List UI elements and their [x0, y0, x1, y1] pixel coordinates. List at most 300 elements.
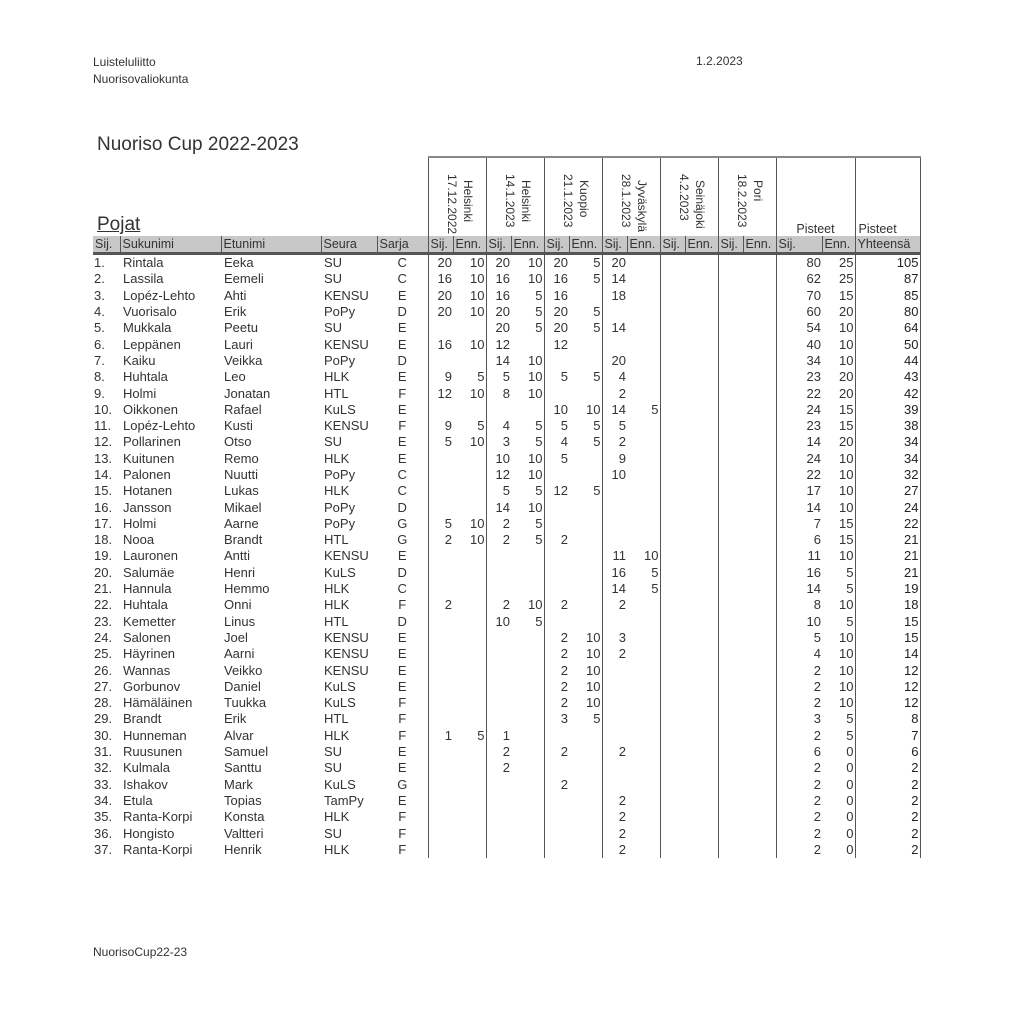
table-cell	[685, 711, 718, 727]
table-cell: 2.	[94, 271, 105, 287]
table-cell: 2	[776, 777, 822, 793]
table-cell	[718, 385, 743, 401]
table-row	[93, 565, 920, 581]
table-cell	[544, 516, 569, 532]
table-cell	[569, 825, 602, 841]
table-cell: Pollarinen	[123, 434, 181, 450]
table-cell	[453, 451, 486, 467]
table-cell	[511, 728, 544, 744]
table-cell: 5	[535, 304, 543, 320]
table-cell: 5	[651, 564, 659, 580]
table-cell: 5.	[94, 320, 105, 336]
table-cell: SU	[324, 255, 343, 271]
table-row	[93, 662, 920, 678]
table-cell	[428, 353, 453, 369]
table-cell: 16	[544, 288, 569, 304]
table-cell	[685, 662, 718, 678]
table-cell: Lopéz-Lehto	[123, 418, 196, 434]
table-cell	[569, 842, 602, 858]
table-cell: 20	[839, 369, 854, 385]
table-cell: D	[397, 352, 407, 368]
table-cell: 11.	[94, 418, 112, 434]
table-cell	[685, 451, 718, 467]
table-cell: 10	[586, 662, 601, 678]
table-cell	[660, 630, 685, 646]
table-cell	[743, 320, 776, 336]
table-cell	[453, 646, 486, 662]
table-cell: 18	[855, 597, 920, 613]
table-cell: F	[398, 695, 407, 711]
table-cell: 7.	[94, 352, 105, 368]
table-cell: D	[397, 613, 407, 629]
table-cell	[660, 842, 685, 858]
table-cell: Antti	[224, 548, 251, 564]
table-cell	[569, 565, 602, 581]
table-cell: 5	[593, 304, 601, 320]
table-cell	[544, 809, 569, 825]
table-cell: 5	[593, 255, 601, 271]
table-cell: 2	[486, 760, 511, 776]
table-cell: 5	[544, 418, 569, 434]
table-cell: 5	[486, 369, 511, 385]
table-cell	[627, 336, 660, 352]
table-cell	[453, 548, 486, 564]
table-cell: KuLS	[324, 564, 356, 580]
table-cell	[627, 271, 660, 287]
table-cell	[569, 288, 602, 304]
table-cell	[428, 614, 453, 630]
table-cell	[718, 630, 743, 646]
table-cell: 14	[486, 499, 511, 515]
table-cell: 5	[593, 711, 601, 727]
table-cell	[544, 842, 569, 858]
table-cell: 22	[776, 385, 822, 401]
column-header: Sij.	[718, 236, 743, 254]
table-cell: Otso	[224, 434, 252, 450]
table-cell	[511, 662, 544, 678]
table-row	[93, 369, 920, 385]
table-cell: 10	[586, 695, 601, 711]
competition-place: Helsinki	[460, 180, 475, 223]
table-cell	[511, 711, 544, 727]
table-cell: 10	[839, 695, 854, 711]
table-cell	[453, 614, 486, 630]
table-cell	[685, 402, 718, 418]
table-cell: 5	[477, 418, 485, 434]
table-cell: 2	[544, 662, 569, 678]
table-cell	[660, 777, 685, 793]
table-cell: 20	[428, 254, 453, 272]
table-cell	[511, 548, 544, 564]
table-cell: G	[397, 776, 408, 792]
table-cell: KENSU	[324, 646, 369, 662]
table-cell: 5	[651, 401, 659, 417]
table-cell: 12.	[94, 434, 113, 450]
table-cell	[627, 809, 660, 825]
competition-date: 14.1.2023	[502, 174, 517, 228]
table-cell	[486, 777, 511, 793]
table-cell: 17.	[94, 515, 113, 531]
column-header: Enn.	[627, 236, 660, 254]
table-cell: C	[397, 483, 407, 499]
table-cell	[718, 548, 743, 564]
table-row	[93, 630, 920, 646]
table-cell: KuLS	[324, 695, 356, 711]
table-cell: Kuitunen	[123, 450, 175, 466]
table-cell	[660, 728, 685, 744]
table-cell: Leo	[224, 369, 246, 385]
table-cell: Aarne	[224, 515, 259, 531]
table-cell: 29.	[94, 711, 113, 727]
table-cell	[544, 385, 569, 401]
table-cell	[743, 565, 776, 581]
table-cell: F	[398, 418, 407, 434]
table-cell	[627, 467, 660, 483]
table-cell: 4	[602, 369, 627, 385]
table-cell	[486, 809, 511, 825]
table-cell: 14	[602, 271, 627, 287]
footer-text: NuorisoCup22-23	[93, 945, 188, 959]
table-cell	[453, 320, 486, 336]
table-cell	[718, 271, 743, 287]
table-cell: 22	[855, 516, 920, 532]
table-cell: 34.	[94, 792, 113, 808]
column-header: Sij.	[93, 236, 120, 254]
table-cell: Samuel	[224, 744, 269, 760]
table-cell: 5	[535, 418, 543, 434]
table-cell: Henrik	[224, 841, 262, 857]
table-cell	[685, 809, 718, 825]
table-cell: HTL	[324, 385, 349, 401]
table-cell	[486, 662, 511, 678]
table-cell: 10	[839, 320, 854, 336]
table-cell: 14	[602, 320, 627, 336]
table-cell: 14	[776, 434, 822, 450]
table-cell: SU	[324, 825, 343, 841]
table-cell	[660, 614, 685, 630]
table-cell: 44	[855, 353, 920, 369]
table-cell: 12	[428, 385, 453, 401]
table-cell	[569, 499, 602, 515]
table-cell	[718, 825, 743, 841]
table-cell	[428, 402, 453, 418]
column-header: Enn.	[822, 236, 855, 254]
table-cell	[685, 288, 718, 304]
table-cell	[743, 483, 776, 499]
table-cell	[660, 532, 685, 548]
table-cell: E	[397, 434, 407, 450]
table-cell: 34	[776, 353, 822, 369]
table-cell: 10	[486, 614, 511, 630]
table-cell: Kemetter	[123, 613, 176, 629]
table-cell: 0	[846, 776, 854, 792]
table-cell: 30.	[94, 727, 113, 743]
table-cell: 22	[776, 467, 822, 483]
table-cell: HTL	[324, 532, 349, 548]
table-row	[93, 304, 920, 320]
table-cell: HTL	[324, 711, 349, 727]
table-cell	[627, 777, 660, 793]
table-cell: 5	[535, 515, 543, 531]
table-cell	[511, 793, 544, 809]
table-cell: 10	[839, 678, 854, 694]
table-cell: 10	[470, 271, 485, 287]
table-cell: 4.	[94, 304, 105, 320]
table-cell	[486, 565, 511, 581]
table-cell	[428, 679, 453, 695]
competition-date: 17.12.2022	[444, 174, 459, 235]
org-name: Luisteluliitto	[93, 55, 156, 69]
table-cell: PoPy	[324, 352, 356, 368]
competition-place: Pori	[750, 180, 765, 202]
table-cell	[718, 434, 743, 450]
table-cell	[660, 467, 685, 483]
table-cell: 11	[602, 548, 627, 564]
table-cell	[511, 402, 544, 418]
competition-header	[544, 157, 602, 236]
organization	[93, 54, 188, 88]
pisteet-total-header: Pisteet	[855, 157, 920, 236]
table-cell: Hämäläinen	[123, 695, 193, 711]
table-cell	[627, 614, 660, 630]
table-row	[93, 320, 920, 336]
table-cell: Rintala	[123, 255, 164, 271]
table-cell	[743, 451, 776, 467]
table-cell	[544, 467, 569, 483]
table-cell: Ahti	[224, 287, 247, 303]
table-cell	[627, 744, 660, 760]
table-cell: 20	[486, 320, 511, 336]
table-cell: 5	[535, 532, 543, 548]
table-cell	[569, 353, 602, 369]
table-cell	[486, 679, 511, 695]
table-cell	[428, 483, 453, 499]
table-cell: Huhtala	[123, 369, 168, 385]
table-cell	[627, 516, 660, 532]
table-cell	[685, 695, 718, 711]
table-cell: 12	[486, 336, 511, 352]
table-row	[93, 581, 920, 597]
table-cell	[743, 385, 776, 401]
table-cell	[569, 728, 602, 744]
table-cell: 10	[839, 450, 854, 466]
table-cell: 20	[428, 288, 453, 304]
table-cell: 16	[486, 271, 511, 287]
table-cell: 27	[855, 483, 920, 499]
competition-label	[720, 158, 775, 236]
table-cell: 2	[602, 385, 627, 401]
table-cell: 2	[855, 825, 920, 841]
table-cell	[627, 842, 660, 858]
pisteet-header: Pisteet	[776, 157, 855, 236]
table-cell: 20	[544, 320, 569, 336]
table-cell	[511, 809, 544, 825]
table-cell	[743, 630, 776, 646]
table-cell	[569, 760, 602, 776]
table-cell: 2	[602, 825, 627, 841]
table-row	[93, 483, 920, 499]
table-cell	[428, 467, 453, 483]
table-cell: Kulmala	[123, 760, 170, 776]
table-cell: 5	[593, 434, 601, 450]
table-cell	[743, 336, 776, 352]
table-cell: 14	[855, 646, 920, 662]
column-header: Enn.	[511, 236, 544, 254]
table-row	[93, 711, 920, 727]
table-cell	[486, 548, 511, 564]
table-cell: Kusti	[224, 418, 253, 434]
table-cell	[428, 825, 453, 841]
table-cell: 21	[855, 532, 920, 548]
table-cell	[660, 825, 685, 841]
table-cell	[660, 711, 685, 727]
table-cell	[428, 695, 453, 711]
table-cell	[627, 760, 660, 776]
table-cell	[453, 565, 486, 581]
table-cell: HTL	[324, 613, 349, 629]
table-cell	[428, 581, 453, 597]
table-cell: 16.	[94, 499, 113, 515]
table-cell: 2	[855, 842, 920, 858]
competition-header	[660, 157, 718, 236]
table-cell: 14	[776, 499, 822, 515]
table-cell: 5	[428, 434, 453, 450]
table-row	[93, 825, 920, 841]
table-cell	[743, 679, 776, 695]
table-cell: 2	[602, 744, 627, 760]
table-cell	[453, 777, 486, 793]
table-cell: 10	[470, 385, 485, 401]
table-cell	[544, 825, 569, 841]
table-cell	[685, 516, 718, 532]
table-cell: 16	[776, 565, 822, 581]
table-cell: 0	[846, 825, 854, 841]
table-cell	[718, 451, 743, 467]
table-cell: Erik	[224, 711, 247, 727]
table-cell	[602, 711, 627, 727]
competition-header	[428, 157, 486, 236]
table-cell: KENSU	[324, 662, 369, 678]
table-cell	[718, 728, 743, 744]
table-cell	[428, 809, 453, 825]
table-cell: 15	[855, 630, 920, 646]
table-cell: 21.	[94, 581, 113, 597]
table-cell: 10	[586, 646, 601, 662]
table-cell: 2	[602, 842, 627, 858]
table-cell: E	[397, 287, 407, 303]
table-row	[93, 385, 920, 401]
table-cell: 10	[470, 434, 485, 450]
table-cell: KuLS	[324, 678, 356, 694]
table-cell: Eemeli	[224, 271, 264, 287]
table-cell: 8	[776, 597, 822, 613]
table-cell: Huhtala	[123, 597, 168, 613]
table-cell: C	[397, 255, 407, 271]
table-cell	[428, 793, 453, 809]
table-row	[93, 809, 920, 825]
table-cell: 85	[855, 288, 920, 304]
table-cell: 20	[544, 304, 569, 320]
table-cell	[685, 646, 718, 662]
table-cell	[486, 402, 511, 418]
table-cell	[685, 825, 718, 841]
table-cell	[627, 254, 660, 272]
table-cell	[602, 614, 627, 630]
table-cell	[718, 581, 743, 597]
org-committee: Nuorisovaliokunta	[93, 72, 189, 86]
table-cell	[718, 369, 743, 385]
table-cell	[660, 809, 685, 825]
competition-header	[486, 157, 544, 236]
table-cell: Valtteri	[224, 825, 264, 841]
table-cell: 10	[486, 451, 511, 467]
table-cell	[660, 353, 685, 369]
table-cell: 9	[602, 451, 627, 467]
table-cell: 5	[535, 613, 543, 629]
table-cell: 12	[544, 336, 569, 352]
table-cell	[743, 646, 776, 662]
table-cell: SU	[324, 271, 343, 287]
table-cell: Ranta-Korpi	[123, 841, 193, 857]
table-cell: 1	[428, 728, 453, 744]
table-cell: 3	[602, 630, 627, 646]
table-cell: 5	[846, 581, 854, 597]
table-cell: 33.	[94, 776, 113, 792]
table-cell: 70	[776, 288, 822, 304]
table-cell	[428, 320, 453, 336]
table-cell	[627, 679, 660, 695]
table-cell: SU	[324, 320, 343, 336]
table-cell	[743, 760, 776, 776]
table-cell	[660, 662, 685, 678]
table-cell: PoPy	[324, 304, 356, 320]
table-cell	[685, 434, 718, 450]
table-cell	[453, 581, 486, 597]
table-cell: 10	[839, 597, 854, 613]
table-cell	[743, 777, 776, 793]
table-row	[93, 548, 920, 564]
table-cell	[743, 842, 776, 858]
table-cell	[660, 516, 685, 532]
table-row	[93, 402, 920, 418]
table-cell	[627, 825, 660, 841]
table-cell: 80	[776, 254, 822, 272]
table-cell: 20	[602, 353, 627, 369]
table-cell: 11	[776, 548, 822, 564]
table-cell	[718, 499, 743, 515]
table-cell: 26.	[94, 662, 113, 678]
table-cell	[743, 271, 776, 287]
table-cell	[627, 532, 660, 548]
table-cell: 16	[544, 271, 569, 287]
table-cell	[743, 402, 776, 418]
table-cell: 10	[839, 352, 854, 368]
table-cell: 10	[586, 629, 601, 645]
table-cell	[428, 777, 453, 793]
table-cell: 10	[470, 515, 485, 531]
table-cell	[602, 304, 627, 320]
table-cell	[743, 614, 776, 630]
table-cell: 8	[486, 385, 511, 401]
table-cell: Veikko	[224, 662, 263, 678]
table-cell: 20.	[94, 564, 113, 580]
table-cell: 2	[602, 793, 627, 809]
table-cell	[718, 304, 743, 320]
table-cell: 15	[855, 614, 920, 630]
table-cell: 10	[839, 483, 854, 499]
table-cell: 20	[428, 304, 453, 320]
table-cell: KENSU	[324, 336, 369, 352]
